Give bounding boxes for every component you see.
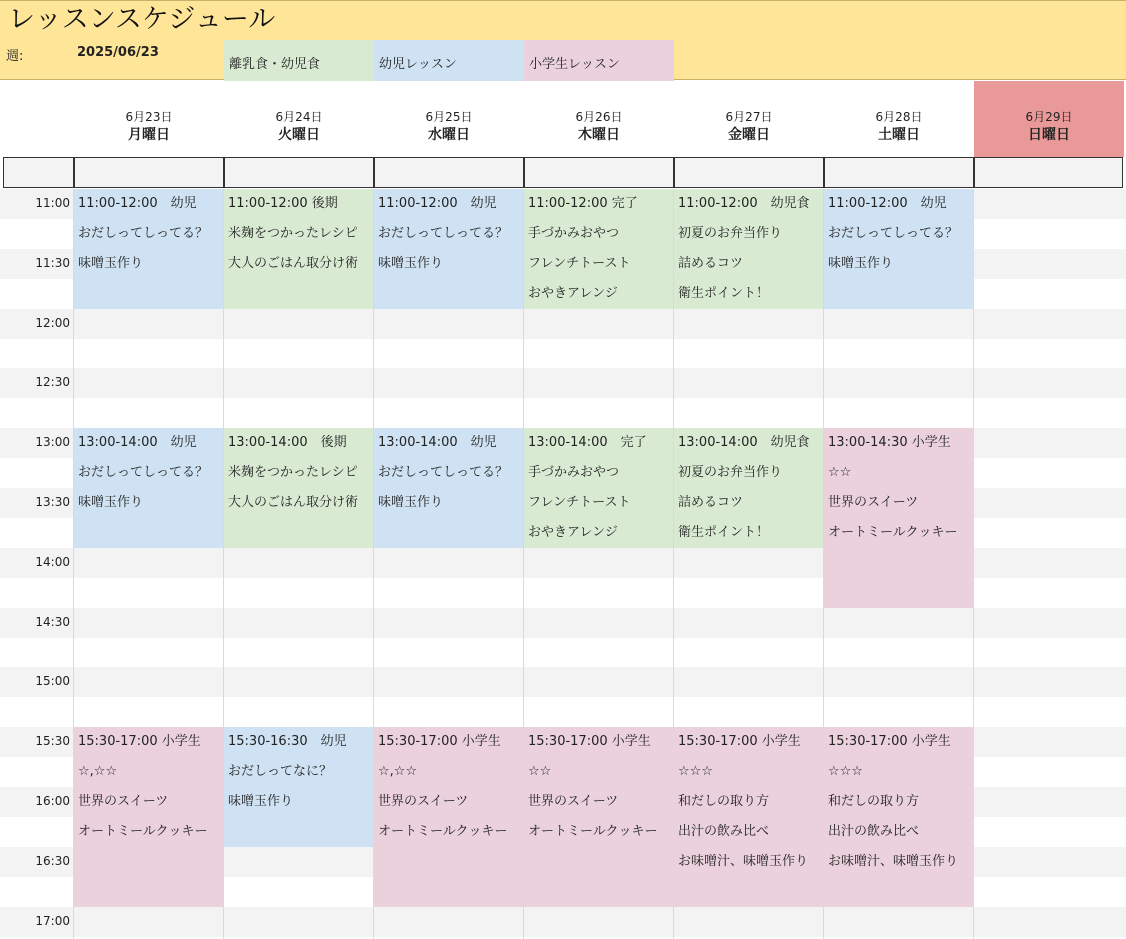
- week-label[interactable]: 週:: [6, 49, 24, 64]
- day-header-5[interactable]: [824, 81, 974, 157]
- blank-cell[interactable]: [374, 157, 524, 188]
- lesson-cell[interactable]: [524, 877, 673, 907]
- lesson-cell[interactable]: [224, 518, 373, 548]
- lesson-cell[interactable]: 味噌玉作り: [74, 488, 223, 518]
- lesson-time-cell[interactable]: 11:00-12:00 幼児: [824, 189, 973, 219]
- day-date: 6月26日: [575, 110, 623, 124]
- lesson-cell[interactable]: [824, 548, 973, 578]
- lesson-cell[interactable]: 和だしの取り方: [674, 787, 823, 817]
- day-weekday: 金曜日: [728, 127, 770, 143]
- lesson-cell[interactable]: 詰めるコツ: [674, 249, 823, 279]
- lesson-time-cell[interactable]: 11:00-12:00 後期: [224, 189, 373, 219]
- lesson-cell[interactable]: おだしってしってる？: [824, 219, 973, 249]
- grid-row[interactable]: [0, 667, 1126, 697]
- lesson-time-cell[interactable]: 15:30-17:00 小学生: [74, 727, 223, 757]
- lesson-cell[interactable]: おやきアレンジ: [524, 518, 673, 548]
- lesson-cell[interactable]: 世界のスイーツ: [824, 488, 973, 518]
- lesson-time-cell[interactable]: 13:00-14:00 完了: [524, 428, 673, 458]
- time-label: 12:30: [35, 375, 70, 390]
- lesson-cell[interactable]: フレンチトースト: [524, 249, 673, 279]
- lesson-cell[interactable]: [224, 279, 373, 309]
- day-header-4[interactable]: [674, 81, 824, 157]
- lesson-cell[interactable]: ☆☆☆: [824, 757, 973, 787]
- lesson-cell[interactable]: ☆☆: [524, 757, 673, 787]
- lesson-cell[interactable]: 大人のごはん取分け術: [224, 488, 373, 518]
- lesson-cell[interactable]: 手づかみおやつ: [524, 458, 673, 488]
- day-weekday: 水曜日: [428, 127, 470, 143]
- column-divider: [973, 189, 974, 939]
- lesson-time-cell[interactable]: 15:30-17:00 小学生: [674, 727, 823, 757]
- lesson-time-cell[interactable]: 13:00-14:00 幼児: [374, 428, 523, 458]
- lesson-cell[interactable]: ☆,☆☆: [374, 757, 523, 787]
- lesson-cell[interactable]: お味噌汁、味噌玉作り: [824, 847, 973, 877]
- lesson-cell[interactable]: [824, 279, 973, 309]
- day-date: 6月24日: [275, 110, 323, 124]
- lesson-cell[interactable]: オートミールクッキー: [74, 817, 223, 847]
- blank-cell[interactable]: [824, 157, 974, 188]
- blank-cell[interactable]: [524, 157, 674, 188]
- day-weekday: 日曜日: [1028, 127, 1070, 143]
- lesson-cell[interactable]: 大人のごはん取分け術: [224, 249, 373, 279]
- lesson-cell[interactable]: [224, 817, 373, 847]
- lesson-cell[interactable]: 出汁の飲み比べ: [674, 817, 823, 847]
- time-label: 15:30: [35, 734, 70, 749]
- lesson-cell[interactable]: 世界のスイーツ: [374, 787, 523, 817]
- lesson-cell[interactable]: [374, 847, 523, 877]
- day-header-0[interactable]: [74, 81, 224, 157]
- lesson-cell[interactable]: 味噌玉作り: [224, 787, 373, 817]
- lesson-cell[interactable]: 衛生ポイント！: [674, 518, 823, 548]
- grid-row[interactable]: [0, 368, 1126, 398]
- lesson-cell[interactable]: ☆☆☆: [674, 757, 823, 787]
- blank-cell[interactable]: [974, 157, 1123, 188]
- lesson-cell[interactable]: 味噌玉作り: [374, 249, 523, 279]
- lesson-time-cell[interactable]: 11:00-12:00 完了: [524, 189, 673, 219]
- day-weekday: 火曜日: [278, 127, 320, 143]
- lesson-cell[interactable]: ☆☆: [824, 458, 973, 488]
- lesson-cell[interactable]: おだしってしってる？: [374, 219, 523, 249]
- lesson-cell[interactable]: [824, 578, 973, 608]
- day-date: 6月28日: [875, 110, 923, 124]
- grid-row[interactable]: [0, 608, 1126, 638]
- grid-row[interactable]: [0, 398, 1126, 428]
- time-label: 11:30: [35, 255, 70, 270]
- lesson-cell[interactable]: 世界のスイーツ: [74, 787, 223, 817]
- lesson-cell[interactable]: 出汁の飲み比べ: [824, 817, 973, 847]
- legend-baby-food[interactable]: 離乳食・幼児食: [224, 40, 374, 81]
- lesson-cell[interactable]: [74, 877, 223, 907]
- lesson-cell[interactable]: [74, 279, 223, 309]
- day-date: 6月27日: [725, 110, 773, 124]
- lesson-cell[interactable]: [74, 847, 223, 877]
- day-date: 6月25日: [425, 110, 473, 124]
- lesson-cell[interactable]: 詰めるコツ: [674, 488, 823, 518]
- lesson-cell[interactable]: おだしってしってる？: [374, 458, 523, 488]
- lesson-cell[interactable]: お味噌汁、味噌玉作り: [674, 847, 823, 877]
- grid-row[interactable]: [0, 907, 1126, 937]
- blank-cell[interactable]: [674, 157, 824, 188]
- grid-row[interactable]: [0, 697, 1126, 727]
- lesson-cell[interactable]: 手づかみおやつ: [524, 219, 673, 249]
- lesson-cell[interactable]: 初夏のお弁当作り: [674, 458, 823, 488]
- day-weekday: 土曜日: [878, 127, 920, 143]
- lesson-cell[interactable]: おだしってしってる？: [74, 219, 223, 249]
- day-weekday: 木曜日: [578, 127, 620, 143]
- time-label: 15:00: [35, 674, 70, 689]
- legend-elementary-lesson[interactable]: 小学生レッスン: [524, 40, 674, 81]
- time-label: 14:30: [35, 614, 70, 629]
- blank-cell[interactable]: [3, 157, 74, 188]
- time-label: 12:00: [35, 315, 70, 330]
- legend-toddler-lesson[interactable]: 幼児レッスン: [374, 40, 524, 81]
- lesson-time-cell[interactable]: 13:00-14:00 幼児食: [674, 428, 823, 458]
- lesson-cell[interactable]: おだしってしってる？: [74, 458, 223, 488]
- lesson-cell[interactable]: [74, 518, 223, 548]
- day-header-3[interactable]: [524, 81, 674, 157]
- lesson-cell[interactable]: 初夏のお弁当作り: [674, 219, 823, 249]
- lesson-cell[interactable]: オートミールクッキー: [524, 817, 673, 847]
- lesson-time-cell[interactable]: 11:00-12:00 幼児食: [674, 189, 823, 219]
- lesson-cell[interactable]: ☆,☆☆: [74, 757, 223, 787]
- lesson-cell[interactable]: 世界のスイーツ: [524, 787, 673, 817]
- lesson-cell[interactable]: フレンチトースト: [524, 488, 673, 518]
- day-weekday: 月曜日: [128, 127, 170, 143]
- time-label: 16:00: [35, 794, 70, 808]
- lesson-cell[interactable]: オートミールクッキー: [374, 817, 523, 847]
- grid-row[interactable]: [0, 339, 1126, 369]
- lesson-cell[interactable]: [374, 877, 523, 907]
- lesson-cell[interactable]: 米麹をつかったレシピ: [224, 458, 373, 488]
- day-header-1[interactable]: [224, 81, 374, 157]
- lesson-cell[interactable]: おやきアレンジ: [524, 279, 673, 309]
- lesson-time-cell[interactable]: 15:30-16:30 幼児: [224, 727, 373, 757]
- day-header-6[interactable]: [974, 81, 1124, 157]
- lesson-cell[interactable]: 米麹をつかったレシピ: [224, 219, 373, 249]
- lesson-time-cell[interactable]: 13:00-14:00 幼児: [74, 428, 223, 458]
- lesson-time-cell[interactable]: 11:00-12:00 幼児: [74, 189, 223, 219]
- lesson-time-cell[interactable]: 11:00-12:00 幼児: [374, 189, 523, 219]
- time-label: 17:00: [35, 913, 70, 928]
- week-date-cell[interactable]: 2025/06/23: [77, 45, 159, 60]
- lesson-cell[interactable]: おだしってなに？: [224, 757, 373, 787]
- time-label: 13:30: [35, 495, 70, 509]
- blank-cell[interactable]: [224, 157, 374, 188]
- day-date: 6月29日: [1025, 110, 1073, 124]
- lesson-cell[interactable]: 衛生ポイント！: [674, 279, 823, 309]
- lesson-cell[interactable]: 味噌玉作り: [824, 249, 973, 279]
- day-date: 6月23日: [125, 110, 173, 124]
- blank-cell[interactable]: [74, 157, 224, 188]
- lesson-time-cell[interactable]: 13:00-14:30 小学生: [824, 428, 973, 458]
- lesson-time-cell[interactable]: 15:30-17:00 小学生: [524, 727, 673, 757]
- sheet-header: [0, 0, 1126, 80]
- lesson-time-cell[interactable]: 13:00-14:00 後期: [224, 428, 373, 458]
- time-label: 11:00: [35, 196, 70, 210]
- lesson-time-cell[interactable]: 15:30-17:00 小学生: [374, 727, 523, 757]
- lesson-cell[interactable]: [374, 279, 523, 309]
- time-label: 13:00: [35, 435, 70, 450]
- grid-row[interactable]: [0, 309, 1126, 339]
- lesson-cell[interactable]: [824, 877, 973, 907]
- lesson-cell[interactable]: [674, 877, 823, 907]
- lesson-cell[interactable]: [374, 518, 523, 548]
- lesson-cell[interactable]: 味噌玉作り: [374, 488, 523, 518]
- lesson-cell[interactable]: [524, 847, 673, 877]
- grid-row[interactable]: [0, 638, 1126, 668]
- day-header-2[interactable]: [374, 81, 524, 157]
- lesson-cell[interactable]: 味噌玉作り: [74, 249, 223, 279]
- lesson-cell[interactable]: オートミールクッキー: [824, 518, 973, 548]
- lesson-cell[interactable]: 和だしの取り方: [824, 787, 973, 817]
- time-label: 16:30: [35, 853, 70, 868]
- lesson-time-cell[interactable]: 15:30-17:00 小学生: [824, 727, 973, 757]
- page-title[interactable]: レッスンスケジュール: [8, 4, 276, 35]
- time-label: 14:00: [35, 554, 70, 569]
